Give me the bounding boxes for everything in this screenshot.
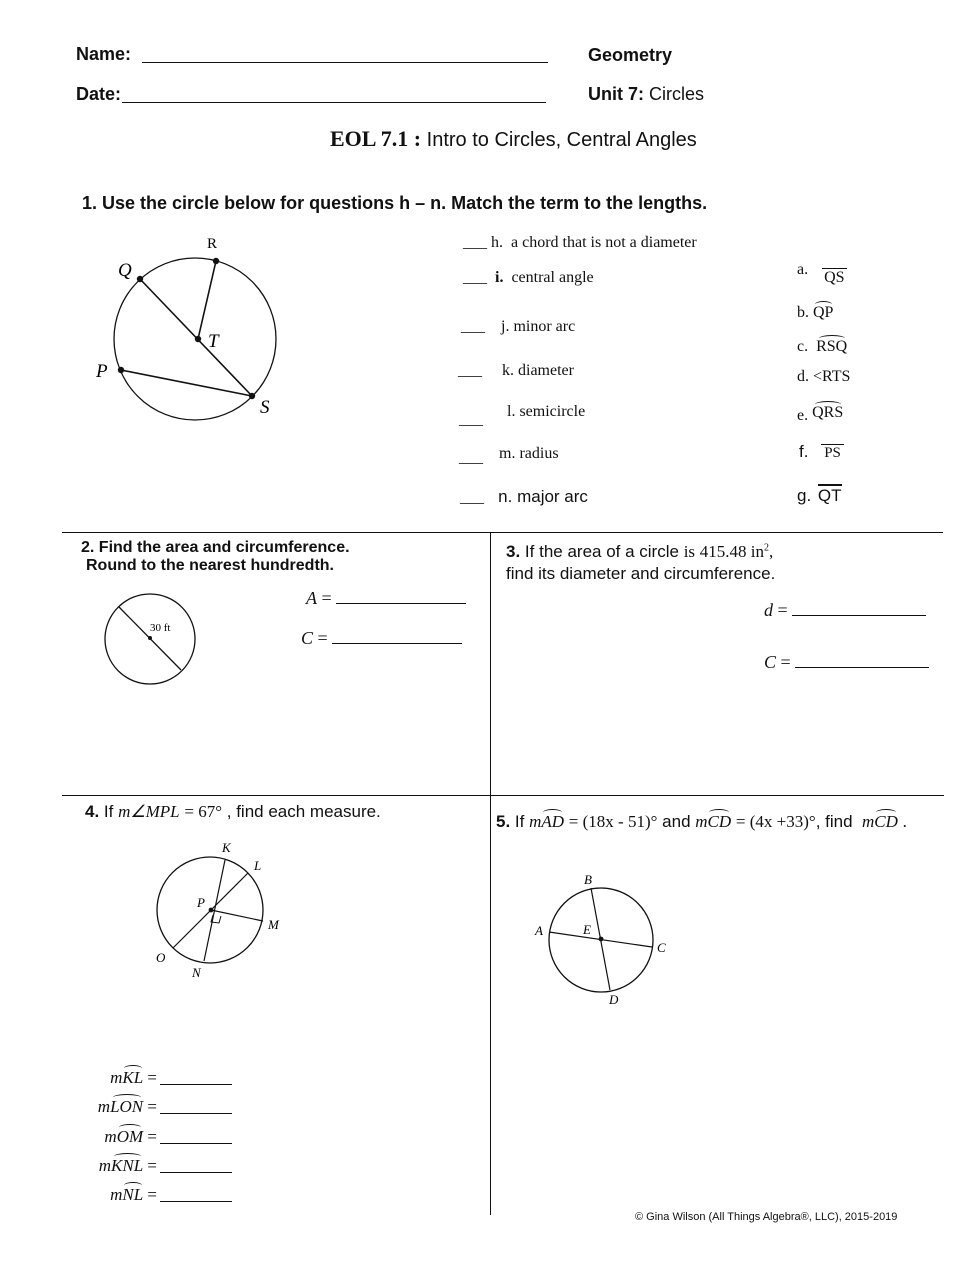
- q1-answer-e: e. QRS: [797, 404, 844, 424]
- q1-instruction: 1. Use the circle below for questions h – n. Match the term to the lengths.: [82, 193, 708, 213]
- title-text: Intro to Circles, Central Angles: [426, 129, 697, 151]
- q1-answer-f: f. PS: [799, 442, 844, 462]
- q3-area-value: 415.48 in: [699, 542, 764, 561]
- divider-top: [62, 532, 943, 533]
- segment-qs: QS: [824, 269, 845, 286]
- q4-label-k: K: [222, 840, 231, 855]
- segment-qt: QT: [817, 486, 842, 505]
- arc-rsq: RSQ: [816, 338, 848, 355]
- answer-blank[interactable]: ___: [463, 234, 487, 251]
- title-code: EOL 7.1 :: [330, 126, 422, 151]
- q3-circumference-answer-field[interactable]: [795, 667, 929, 668]
- q4-answer-om-label: mOM =: [104, 1127, 157, 1146]
- answer-blank[interactable]: ___: [459, 449, 483, 466]
- q1-answer-b: b. QP: [797, 304, 834, 321]
- q2-line1: 2. Find the area and circumference.: [81, 539, 350, 556]
- q4-label-p: P: [197, 895, 205, 910]
- q2-c-label: C: [301, 628, 314, 648]
- q1-answer-d: d. <RTS: [797, 368, 851, 385]
- unit-name: Circles: [649, 84, 705, 104]
- q4-instruction: 4. If m∠MPL = 67° , find each measure.: [85, 802, 381, 821]
- page-title: [330, 126, 697, 152]
- q1-circle-diagram: [80, 225, 310, 425]
- q3-circ-row: C =: [764, 652, 929, 673]
- unit-line: [588, 84, 704, 105]
- name-field[interactable]: [142, 62, 548, 63]
- copyright-notice: © Gina Wilson (All Things Algebra®, LLC), 2015-2019: [635, 1211, 898, 1223]
- q1-label-r: R: [207, 236, 218, 252]
- q1-answer-g: g. QT: [797, 486, 842, 505]
- q5-label-c: C: [657, 940, 666, 955]
- course-title: Geometry: [588, 45, 673, 65]
- arc-qrs: QRS: [812, 404, 844, 421]
- q4-answer-kl-field[interactable]: [160, 1084, 232, 1085]
- divider-vertical: [490, 533, 491, 1215]
- q3-number: 3.: [506, 542, 521, 561]
- q5-label-a: A: [535, 923, 543, 938]
- arc-qp: QP: [813, 304, 834, 321]
- q5-label-d: D: [609, 992, 619, 1007]
- name-label: Name:: [76, 44, 132, 64]
- q1-term-m: ___ m. radius: [459, 445, 559, 466]
- q4-angle-name: ∠MPL: [130, 802, 180, 821]
- q4-answer-nl-label: mNL =: [110, 1185, 157, 1204]
- date-field[interactable]: [122, 102, 546, 103]
- q1-term-h: ___ h. a chord that is not a diameter: [463, 234, 697, 251]
- divider-middle: [62, 795, 944, 796]
- q3-d-label: d: [764, 600, 773, 620]
- q5-label-e: E: [583, 922, 591, 937]
- q4-label-o: O: [156, 950, 166, 965]
- q2-area-row: A =: [306, 588, 466, 609]
- angle-rts: <RTS: [813, 368, 851, 385]
- q2-area-answer-field[interactable]: [336, 603, 466, 604]
- q1-answer-c: c. RSQ: [797, 338, 848, 355]
- q1-label-s: S: [260, 397, 270, 418]
- answer-blank[interactable]: ___: [459, 411, 483, 428]
- q3-line1: 3. If the area of a circle is 415.48 $in^2$,: [506, 542, 774, 561]
- q4-number: 4.: [85, 802, 100, 821]
- q2-a-label: A: [306, 588, 317, 608]
- q4-answer-kl-label: mKL =: [110, 1068, 157, 1087]
- answer-blank[interactable]: ___: [458, 362, 482, 379]
- q4-answer-knl-field[interactable]: [160, 1172, 232, 1173]
- segment-ps: PS: [821, 444, 844, 462]
- answer-blank[interactable]: ___: [463, 269, 487, 286]
- q1-label-p: P: [96, 361, 108, 382]
- q1-term-l: ___ l. semicircle: [459, 403, 586, 428]
- answer-blank[interactable]: ___: [460, 489, 484, 506]
- q4-label-m: M: [268, 917, 279, 932]
- q1-term-j: ___ j. minor arc: [461, 318, 576, 335]
- q3-line2: find its diameter and circumference.: [506, 564, 776, 583]
- unit-label: Unit 7:: [588, 84, 644, 104]
- q3-diameter-row: d =: [764, 600, 926, 621]
- q5-label-b: B: [584, 872, 592, 887]
- q1-term-n: ___ n. major arc: [460, 487, 588, 506]
- q2-circle-diagram: [100, 590, 200, 690]
- q3-diameter-answer-field[interactable]: [792, 615, 926, 616]
- q1-term-k: ___ k. diameter: [458, 362, 574, 379]
- q1-label-t: T: [208, 331, 219, 352]
- q2-circ-row: C =: [301, 628, 462, 649]
- answer-blank[interactable]: ___: [461, 318, 485, 335]
- q4-answer-knl-label: mKNL =: [98, 1156, 157, 1175]
- q5-number: 5.: [496, 812, 511, 831]
- q4-answer-lon-field[interactable]: [160, 1113, 232, 1114]
- q4-circle-diagram: [150, 835, 290, 985]
- q1-term-i: ___ i. central angle: [463, 269, 594, 286]
- q2-diameter-label: 30 ft: [150, 622, 171, 634]
- q4-label-n: N: [192, 965, 201, 980]
- q3-c-label: C: [764, 652, 777, 672]
- q4-answer-om-field[interactable]: [160, 1143, 232, 1144]
- q4-answer-lon-label: mLON =: [97, 1097, 157, 1116]
- q5-circle-diagram: [530, 868, 675, 1010]
- q2-line2: Round to the nearest hundredth.: [86, 557, 334, 574]
- q2-circumference-answer-field[interactable]: [332, 643, 462, 644]
- q5-instruction: 5. If mAD = (18x - 51)° and mCD = (4x +33)°, find mCD .: [496, 812, 907, 831]
- q1-label-q: Q: [118, 260, 132, 281]
- q4-answer-nl-field[interactable]: [160, 1201, 232, 1202]
- date-label: Date:: [76, 84, 122, 104]
- q1-answer-a: a. QS: [797, 261, 845, 286]
- q4-label-l: L: [254, 858, 262, 873]
